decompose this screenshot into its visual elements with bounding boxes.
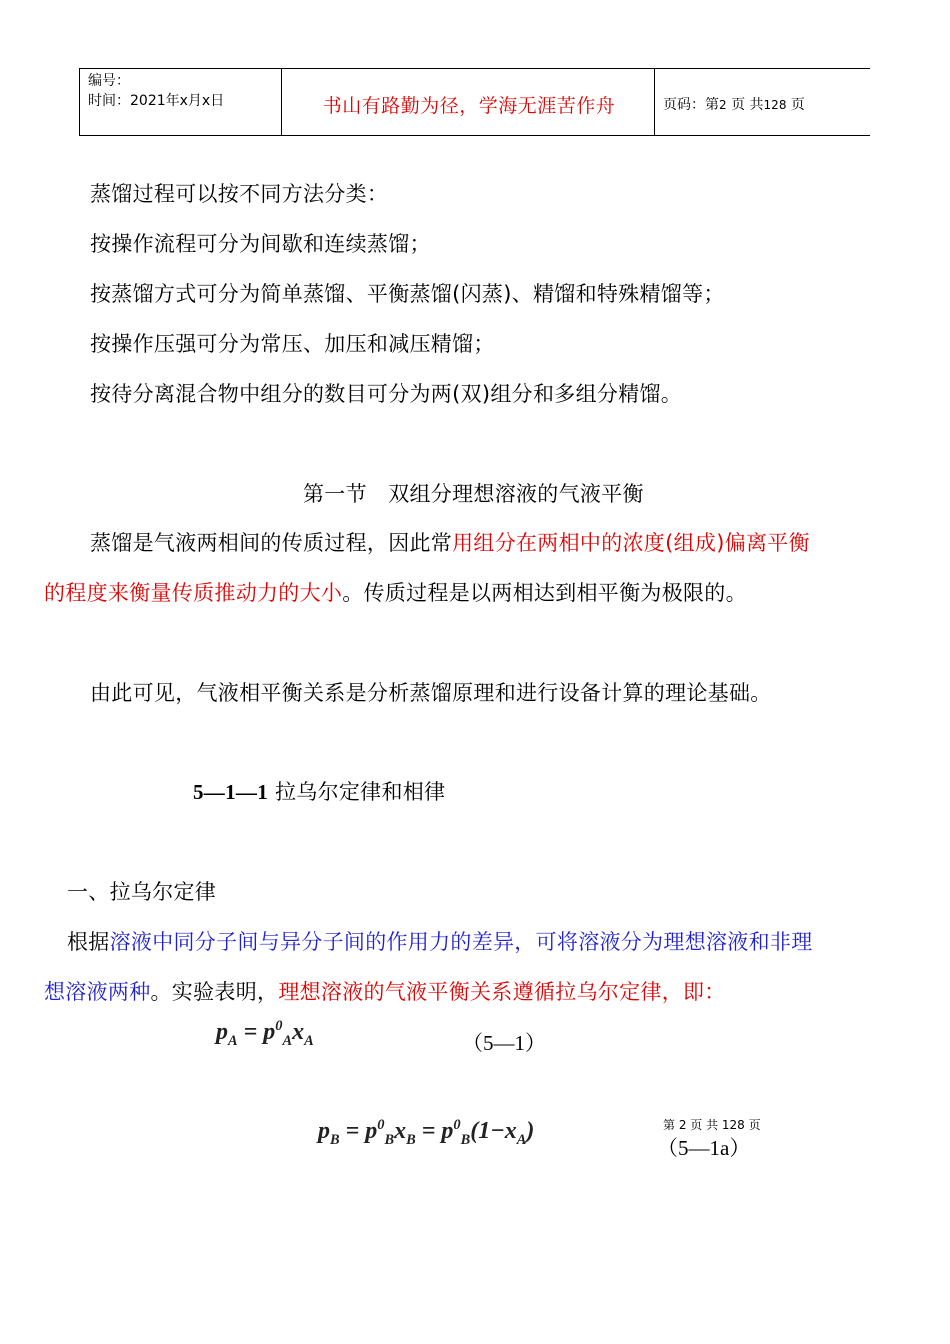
number-label: 编号： <box>88 73 130 89</box>
text-run: 根据 <box>67 930 110 954</box>
highlight-red: 用组分在两相中的浓度(组成)偏离平衡 <box>452 531 810 555</box>
paragraph-by-method: 按蒸馏方式可分为简单蒸馏、平衡蒸馏(闪蒸)、精馏和特殊精馏等； <box>90 282 725 306</box>
page-footer: 第 2 页 共 128 页 <box>663 1118 761 1132</box>
header-table <box>79 68 870 136</box>
paragraph-classification: 蒸馏过程可以按不同方法分类： <box>90 182 389 206</box>
paragraph-distillation-line1 <box>90 527 810 557</box>
page-prefix: 页码：第 <box>663 97 719 113</box>
paragraph-solution-line1 <box>67 926 813 956</box>
paragraph-by-pressure: 按操作压强可分为常压、加压和减压精馏； <box>90 332 495 356</box>
paragraph-conclusion: 由此可见，气液相平衡关系是分析蒸馏原理和进行设备计算的理论基础。 <box>90 681 772 705</box>
paragraph-solution-line2 <box>44 976 726 1006</box>
header-divider <box>654 69 655 135</box>
text-run: 蒸馏是气液两相间的传质过程，因此常 <box>90 531 453 555</box>
paragraph-distillation-line2 <box>44 577 747 607</box>
text-run: 。传质过程是以两相达到相平衡为极限的。 <box>342 581 747 605</box>
highlight-blue: 溶液中同分子间与异分子间的作用力的差异，可将溶液分为理想溶液和非理 <box>109 930 813 954</box>
highlight-red: 的程度来衡量传质推动力的大小 <box>44 581 343 605</box>
text-run: 。实验表明， <box>150 980 279 1004</box>
equation-5-1: $p_A = p^0_Ax_A$ <box>216 1018 314 1049</box>
header-info-cell <box>88 71 224 111</box>
page-suffix: 页 <box>790 97 805 113</box>
equation-number-5-1: （5—1） <box>462 1031 546 1055</box>
section-title: 第一节 双组分理想溶液的气液平衡 <box>303 482 644 506</box>
subsection-title <box>193 776 445 806</box>
paragraph-by-components: 按待分离混合物中组分的数目可分为两(双)组分和多组分精馏。 <box>90 382 683 406</box>
heading-raoult-law: 一、拉乌尔定律 <box>67 880 217 904</box>
page-total: 128 <box>763 98 787 112</box>
equation-5-1a: $p_B = p^0_Bx_B = p^0_B(1-x_A)$ <box>318 1117 535 1148</box>
page-current: 2 <box>719 98 727 112</box>
subsection-number: 5—1—1 <box>193 780 268 804</box>
paragraph-by-flow: 按操作流程可分为间歇和连续蒸馏； <box>90 232 431 256</box>
header-motto: 书山有路勤为径，学海无涯苦作舟 <box>322 95 616 117</box>
subsection-text: 拉乌尔定律和相律 <box>274 780 446 804</box>
highlight-blue: 想溶液两种 <box>44 980 151 1004</box>
time-label: 时间：2021年x月x日 <box>88 93 225 109</box>
equation-number-5-1a: （5—1a） <box>657 1136 751 1160</box>
highlight-red: 理想溶液的气液平衡关系遵循拉乌尔定律，即： <box>278 980 726 1004</box>
header-divider <box>281 69 282 135</box>
page-mid: 页 共 <box>731 97 764 113</box>
header-page-info <box>663 94 805 114</box>
